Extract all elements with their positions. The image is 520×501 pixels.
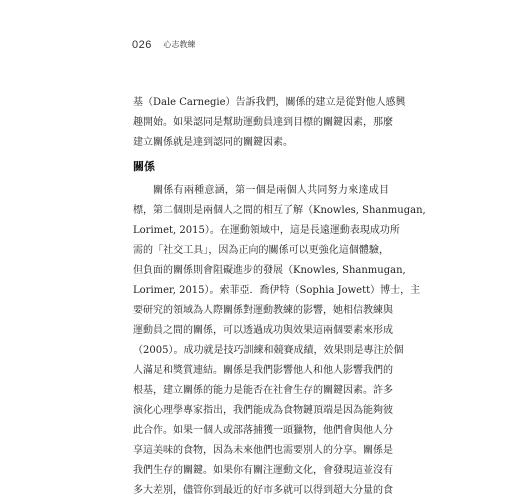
text-line: 標，第二個則是兩個人之間的相互了解（Knowles, Shanmugan,: [133, 205, 426, 216]
text-line: 此合作。如果一個人或部落捕獲一頭獵物，他們會與他人分: [133, 425, 393, 436]
text-line: （2005）。成功就是技巧訓練和競賽成績，效果則是專注於個: [133, 345, 404, 356]
page-number: 026: [132, 39, 152, 51]
section-heading: 關係: [133, 160, 155, 173]
text-line: 基（Dale Carnegie）告訴我們，關係的建立是從對他人感興: [133, 97, 406, 108]
text-line: 需的「社交工具」，因為正向的關係可以更強化這個體驗，: [133, 245, 389, 256]
text-line: 多大差別，儘管你到最近的好市多就可以得到超大分量的食: [133, 485, 393, 496]
book-title: 心志教練: [163, 40, 196, 49]
text-line: 根基，建立關係的能力是能否在社會生存的關鍵因素。許多: [133, 385, 393, 396]
text-line: 演化心理學專家指出，我們能成為食物鏈頂端是因為能夠彼: [133, 405, 393, 416]
text-line: 我們生存的關鍵。如果你有關注運動文化，會發現這並沒有: [133, 465, 393, 476]
text-line: 運動員之間的關係，可以透過成功與效果這兩個要素來形成: [133, 325, 393, 336]
running-header: [132, 38, 195, 51]
text-line: 建立關係就是達到認同的關鍵因素。: [133, 137, 293, 148]
text-line: 人滿足和獎賞連結。關係是我們影響他人和他人影響我們的: [133, 365, 393, 376]
text-line: 關係有兩種意涵，第一個是兩個人共同努力來達成目: [153, 185, 389, 196]
intro-paragraph: [133, 93, 406, 153]
text-line: Lorimer, 2015）。索菲亞．喬伊特（Sophia Jowett）博士，主: [133, 285, 421, 296]
section-paragraph: [133, 181, 426, 501]
text-line: 趣開始。如果認同是幫助運動員達到目標的關鍵因素，那麼: [133, 117, 393, 128]
text-line: 但負面的關係則會阻礙進步的發展（Knowles, Shanmugan,: [133, 265, 406, 276]
text-line: 要研究的領域為人際關係對運動教練的影響，她相信教練與: [133, 305, 393, 316]
text-line: 享這美味的食物，因為未來他們也需要別人的分享。關係是: [133, 445, 393, 456]
text-line: Lorimet, 2015）。在運動領域中，這是長遠運動表現成功所: [133, 225, 400, 236]
